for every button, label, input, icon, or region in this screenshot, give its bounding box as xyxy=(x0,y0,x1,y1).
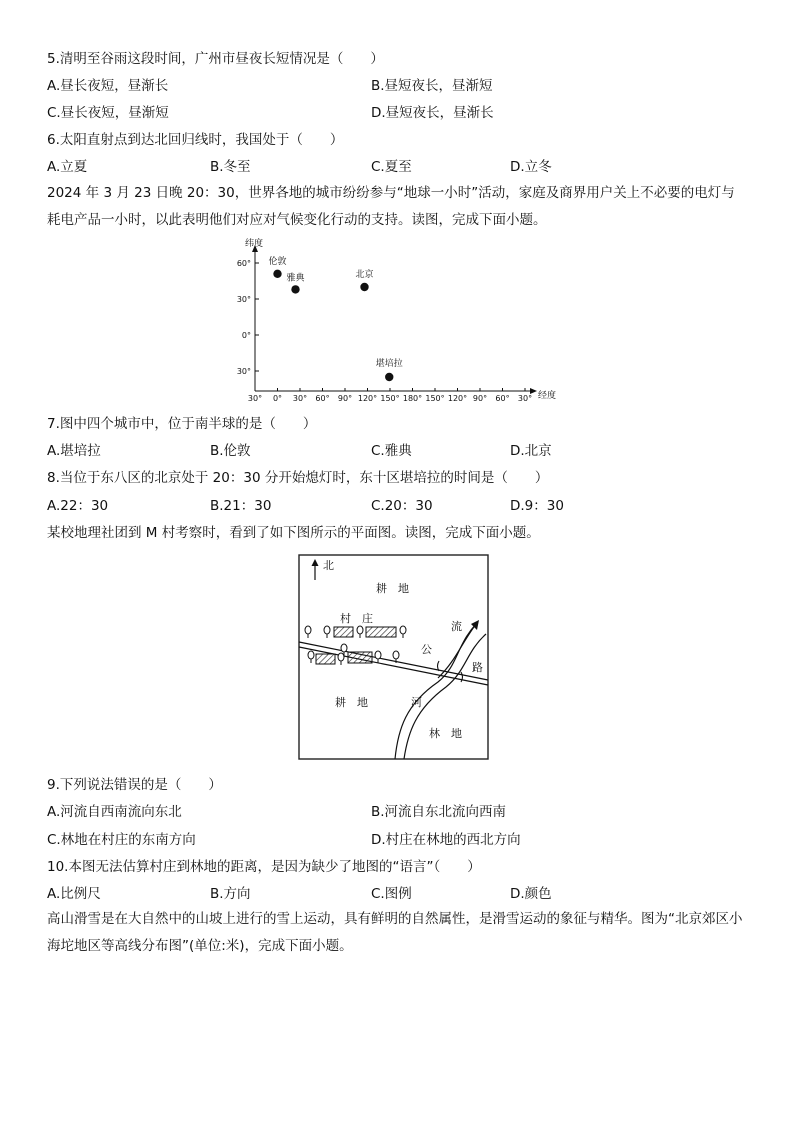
x-tick-label: 150° xyxy=(380,394,400,403)
x-tick-label: 120° xyxy=(447,394,468,403)
x-tick-label: 30° xyxy=(292,394,308,403)
x-tick-label: 60° xyxy=(315,394,330,403)
x-tick-label: 30° xyxy=(517,394,533,403)
question-10-option-c[interactable]: C.图例 xyxy=(371,886,412,902)
x-tick-label: 150° xyxy=(425,394,445,403)
question-6-option-d[interactable]: D.立冬 xyxy=(510,159,552,175)
road-label-gong: 公 xyxy=(421,643,432,656)
question-5-option-a[interactable]: A.昼长夜短，昼渐长 xyxy=(47,78,169,94)
question-9-option-b[interactable]: B.河流自东北流向西南 xyxy=(371,804,507,820)
question-8-option-d[interactable]: D.9：30 xyxy=(510,498,564,514)
river-label-he: 河 xyxy=(411,696,422,709)
farmland-bottom-label: 耕 地 xyxy=(335,696,368,709)
city-point xyxy=(385,373,393,381)
x-tick-label: 0° xyxy=(272,394,283,403)
question-5-option-d[interactable]: D.昼短夜长，昼渐长 xyxy=(371,105,494,121)
x-tick-label: 60° xyxy=(495,394,510,403)
house-icon xyxy=(348,652,372,663)
question-7-option-a[interactable]: A.堪培拉 xyxy=(47,443,101,459)
city-label: 雅典 xyxy=(286,273,305,284)
question-5-option-c[interactable]: C.昼长夜短，昼渐短 xyxy=(47,105,169,121)
question-8-option-a[interactable]: A.22：30 xyxy=(47,498,109,514)
chart-axes xyxy=(252,245,537,394)
passage-village-survey: 某校地理社团到 M 村考察时，看到了如下图所示的平面图。读图，完成下面小题。 xyxy=(47,525,540,541)
x-axis-label: 经度 xyxy=(538,391,557,401)
city-point xyxy=(291,285,299,293)
x-tick-label: 90° xyxy=(337,394,353,403)
y-axis-label: 纬度 xyxy=(245,239,264,249)
question-5-stem: 5.清明至谷雨这段时间，广州市昼夜长短情况是（ ） xyxy=(47,51,384,67)
passage-earth-hour: 2024 年 3 月 23 日晚 20：30，世界各地的城市纷纷参与“地球一小时”活动，家庭及商界用户关上不必要的电灯与耗电产品一小时，以此表明他们对应对气候变化行动的支持。读图，完成下面小题。 xyxy=(47,185,735,228)
question-6-option-a[interactable]: A.立夏 xyxy=(47,159,88,175)
city-label: 北京 xyxy=(355,270,374,280)
y-tick-label: 60° xyxy=(236,259,251,268)
question-8-stem: 8.当位于东八区的北京处于 20：30 分开始熄灯时，东十区堪培拉的时间是（ ） xyxy=(47,470,549,486)
question-10-option-b[interactable]: B.方向 xyxy=(210,886,251,902)
city-label: 堪培拉 xyxy=(375,359,403,369)
house-icon xyxy=(334,627,353,637)
question-7-option-d[interactable]: D.北京 xyxy=(510,443,552,459)
question-10-stem: 10.本图无法估算村庄到林地的距离，是因为缺少了地图的“语言”（ ） xyxy=(47,859,481,875)
chart-y-ticks xyxy=(237,259,259,376)
question-7-option-c[interactable]: C.雅典 xyxy=(371,443,412,459)
y-tick-label: 0° xyxy=(241,331,251,340)
y-tick-label: 30° xyxy=(236,367,251,376)
city-label: 伦敦 xyxy=(268,256,287,267)
question-7-option-b[interactable]: B.伦敦 xyxy=(210,443,251,459)
question-8-option-b[interactable]: B.21：30 xyxy=(210,498,272,514)
question-9-option-d[interactable]: D.村庄在林地的西北方向 xyxy=(371,832,521,848)
chart-x-ticks xyxy=(248,388,532,403)
x-tick-label: 90° xyxy=(472,394,488,403)
question-5-option-b[interactable]: B.昼短夜长，昼渐短 xyxy=(371,78,493,94)
question-9-option-c[interactable]: C.林地在村庄的东南方向 xyxy=(47,832,196,848)
road-label-lu: 路 xyxy=(472,661,483,674)
city-point xyxy=(360,283,368,291)
question-6-option-b[interactable]: B.冬至 xyxy=(210,159,251,175)
house-icon xyxy=(366,627,396,637)
question-8-option-c[interactable]: C.20：30 xyxy=(371,498,433,514)
question-10-option-d[interactable]: D.颜色 xyxy=(510,886,552,902)
city-coordinate-chart xyxy=(225,234,565,404)
forest-label: 林 地 xyxy=(429,727,462,740)
x-tick-label: 30° xyxy=(247,394,263,403)
village-label: 村 庄 xyxy=(340,612,373,625)
y-tick-label: 30° xyxy=(236,295,251,304)
question-9-stem: 9.下列说法错误的是（ ） xyxy=(47,777,222,793)
x-tick-label: 180° xyxy=(402,394,423,403)
north-label: 北 xyxy=(323,559,334,572)
passage-alpine-skiing: 高山滑雪是在大自然中的山坡上进行的雪上运动，具有鲜明的自然属性，是滑雪运动的象征与精华。图为“北京郊区小海坨地区等高线分布图”(单位:米)，完成下面小题。 xyxy=(47,911,743,954)
chart-points xyxy=(268,255,402,381)
x-tick-label: 120° xyxy=(357,394,378,403)
village-map xyxy=(298,554,490,761)
farmland-top-label: 耕 地 xyxy=(376,582,409,595)
question-7-stem: 7.图中四个城市中，位于南半球的是（ ） xyxy=(47,416,317,432)
city-point xyxy=(273,270,281,278)
house-icon xyxy=(316,654,335,664)
question-10-option-a[interactable]: A.比例尺 xyxy=(47,886,101,902)
river-label-flow: 流 xyxy=(451,620,462,633)
question-6-option-c[interactable]: C.夏至 xyxy=(371,159,412,175)
question-6-stem: 6.太阳直射点到达北回归线时，我国处于（ ） xyxy=(47,132,344,148)
question-9-option-a[interactable]: A.河流自西南流向东北 xyxy=(47,804,182,820)
